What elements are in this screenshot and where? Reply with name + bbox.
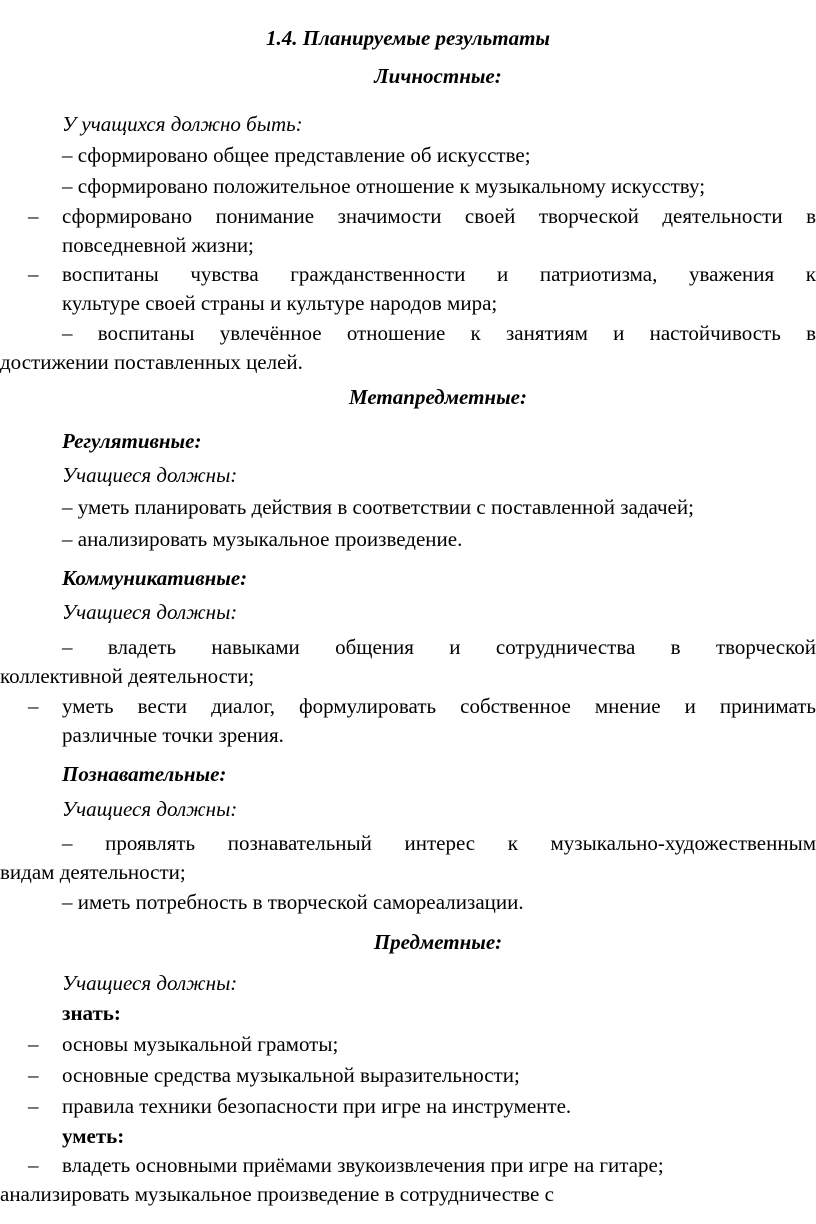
personal-item-4: воспитаны чувства гражданственности и патриотизма, уважения к [62, 262, 816, 286]
personal-intro: У учащихся должно быть: [62, 112, 303, 136]
communicative-item-2-cont: различные точки зрения. [62, 723, 284, 747]
can-item-2: анализировать музыкальное произведение в сотрудничестве с [0, 1182, 554, 1206]
communicative-heading: Коммуникативные: [62, 566, 248, 590]
subject-heading: Предметные: [373, 930, 503, 954]
personal-item-5: – воспитаны увлечённое отношение к занятиям и настойчивость в [62, 321, 816, 345]
personal-item-3: сформировано понимание значимости своей творческой деятельности в [62, 204, 816, 228]
section-title: 1.4. Планируемые результаты [265, 26, 551, 50]
personal-item-3-cont: повседневной жизни; [62, 233, 254, 257]
cognitive-item-2: – иметь потребность в творческой самореализации. [62, 890, 524, 914]
personal-item-1: – сформировано общее представление об искусстве; [62, 143, 531, 167]
know-item-3: правила техники безопасности при игре на инструменте. [62, 1094, 572, 1118]
regulatory-item-1: – уметь планировать действия в соответствии с поставленной задачей; [62, 495, 694, 519]
communicative-intro: Учащиеся должны: [62, 600, 238, 624]
dash-marker: – [28, 262, 39, 286]
know-item-2: основные средства музыкальной выразительности; [62, 1063, 520, 1087]
communicative-item-1: – владеть навыками общения и сотрудничества в творческой [62, 635, 816, 659]
communicative-item-2: уметь вести диалог, формулировать собственное мнение и принимать [62, 694, 816, 718]
personal-item-2: – сформировано положительное отношение к музыкальному искусству; [62, 174, 706, 198]
personal-heading: Личностные: [374, 64, 502, 88]
can-label: уметь: [62, 1124, 125, 1148]
cognitive-heading: Познавательные: [62, 762, 227, 786]
cognitive-item-1: – проявлять познавательный интерес к музыкально-художественным [62, 831, 816, 855]
dash-marker: – [28, 1094, 39, 1118]
subject-intro: Учащиеся должны: [62, 971, 238, 995]
cognitive-intro: Учащиеся должны: [62, 797, 238, 821]
meta-heading: Метапредметные: [349, 385, 527, 409]
cognitive-item-1-cont: видам деятельности; [0, 860, 186, 884]
dash-marker: – [28, 1063, 39, 1087]
know-item-1: основы музыкальной грамоты; [62, 1032, 339, 1056]
dash-marker: – [28, 204, 39, 228]
know-label: знать: [62, 1001, 121, 1025]
can-item-1: владеть основными приёмами звукоизвлечения при игре на гитаре; [62, 1153, 664, 1177]
dash-marker: – [28, 1153, 39, 1177]
regulatory-heading: Регулятивные: [62, 429, 202, 453]
regulatory-intro: Учащиеся должны: [62, 463, 238, 487]
dash-marker: – [28, 1032, 39, 1056]
communicative-item-1-cont: коллективной деятельности; [0, 664, 255, 688]
personal-item-5-cont: достижении поставленных целей. [0, 350, 303, 374]
dash-marker: – [28, 694, 39, 718]
personal-item-4-cont: культуре своей страны и культуре народов мира; [62, 291, 498, 315]
regulatory-item-2: – анализировать музыкальное произведение. [62, 527, 463, 551]
